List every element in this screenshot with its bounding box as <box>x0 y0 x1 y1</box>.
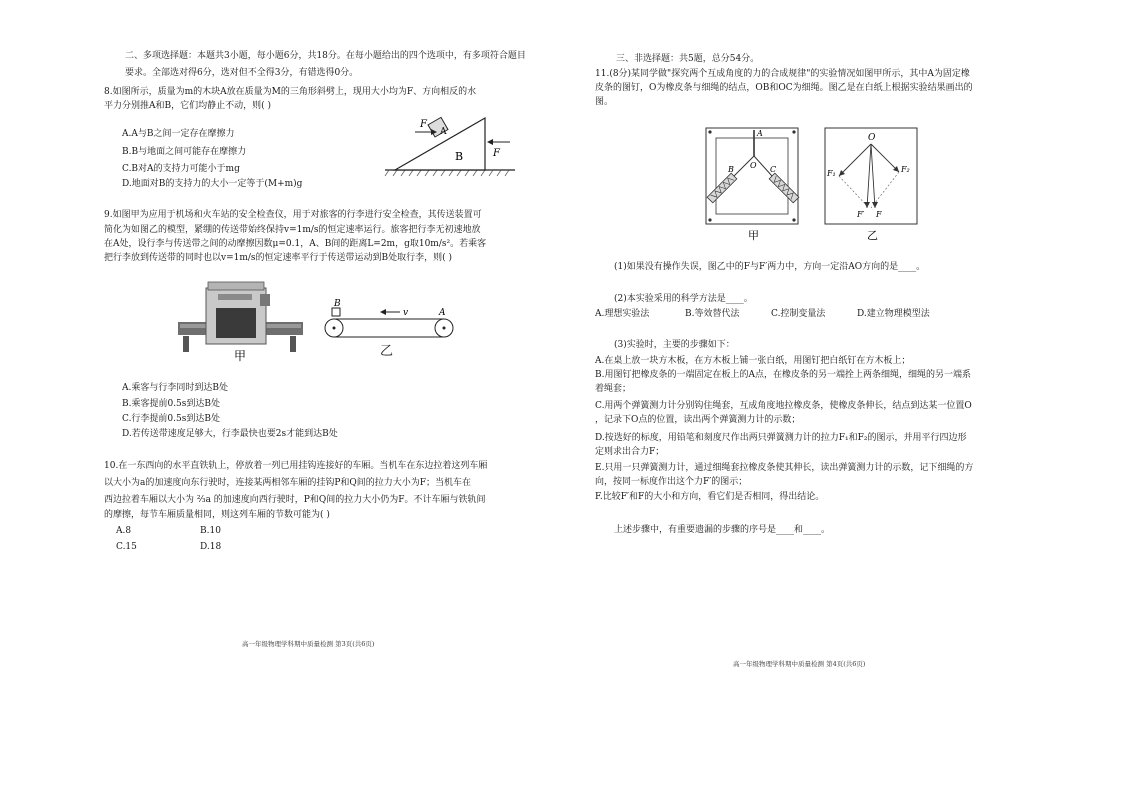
q9-label-a: A <box>439 308 446 318</box>
q11-sub3: (3)实验时，主要的步骤如下： <box>614 340 735 350</box>
q11-yi-label-o: O <box>868 133 876 143</box>
q11-figure-jia <box>706 128 801 240</box>
q11-stem-line-2: 皮条的图钉，O为橡皮条与细绳的结点，OB和OC为细绳。图乙是在白纸上根据实验结果画出的 <box>595 83 973 93</box>
q10-stem-line-1: 10.在一东西向的水平直铁轨上，停放着一列已用挂钩连接好的车厢。当机车在东边拉着这列车厢 <box>104 461 488 471</box>
q8-label-f2: F <box>493 148 500 159</box>
q11-step-e-line-2: 向，按同一标度作出这个力F′的图示； <box>595 477 748 487</box>
q9-conveyor-diagram <box>322 298 462 348</box>
q11-sub2-option-c: C.控制变量法 <box>771 309 826 319</box>
q9-stem-line-3: 在A处，设行李与传送带之间的动摩擦因数μ=0.1，A、B间的距离L=2m，g取10m/s²。若乘客 <box>104 239 487 249</box>
q11-stem-line-1: 11.(8分)某同学做"探究两个互成角度的力的合成规律"的实验情况如图甲所示，其中A为固定橡 <box>595 69 970 79</box>
q11-jia-label-a: A <box>757 129 763 138</box>
q11-jia-label-b: B <box>728 165 734 174</box>
q9-option-d: D.若传送带速度足够大，行李最快也要2s才能到达B处 <box>122 429 338 439</box>
section-header-3: 三、非选择题：共5题，总分54分。 <box>616 54 760 64</box>
q11-yi-label-f: F <box>876 210 882 219</box>
q11-label-yi: 乙 <box>867 229 878 242</box>
q11-sub1: (1)如果没有操作失误，图乙中的F与F′两力中，方向一定沿AO方向的是____。 <box>614 262 926 272</box>
q9-stem-line-1: 9.如图甲为应用于机场和火车站的安全检查仪，用于对旅客的行李进行安全检查，其传送装置可 <box>104 210 482 220</box>
q11-stem-line-3: 图。 <box>595 97 614 107</box>
q11-figure-yi <box>825 128 920 240</box>
q8-label-f1: F <box>420 119 427 130</box>
q10-stem-line-3: 西边拉着车厢以大小为 ⅔a 的加速度向西行驶时，P和Q间的拉力大小仍为F。不计车厢与铁轨间 <box>104 495 486 505</box>
q8-label-b: B <box>455 150 464 163</box>
q11-sub2-option-b: B.等效替代法 <box>685 309 740 319</box>
q11-summary: 上述步骤中，有重要遗漏的步骤的序号是____和____。 <box>614 525 831 535</box>
q10-option-b: B.10 <box>200 526 221 536</box>
section-header-line-1: 二、多项选择题：本题共3小题，每小题6分，共18分。在每小题给出的四个选项中，有多项符合题目 <box>125 51 526 61</box>
left-page-footer: 高一年级物理学科期中质量检测 第3页(共6页) <box>242 640 375 648</box>
q8-option-b: B.B与地面之间可能存在摩擦力 <box>122 147 247 157</box>
right-page <box>561 0 1121 793</box>
q11-step-c-line-2: ，记录下O点的位置，读出两个弹簧测力计的示数； <box>595 415 801 425</box>
q8-stem-line-2: 平力分别推A和B，它们均静止不动，则( ) <box>104 101 271 111</box>
q11-step-d-line-2: 定则求出合力F； <box>595 447 665 457</box>
q10-option-a: A.8 <box>116 526 132 536</box>
q9-label-yi: 乙 <box>380 344 394 359</box>
q11-step-e-line-1: E.只用一只弹簧测力计，通过细绳套拉橡皮条使其伸长，读出弹簧测力计的示数，记下细绳的方 <box>595 463 974 473</box>
q11-jia-label-c: C <box>770 165 777 174</box>
q11-label-jia: 甲 <box>748 229 759 242</box>
q11-step-b-line-1: B.用图钉把橡皮条的一端固定在板上的A点，在橡皮条的另一端拴上两条细绳，细绳的另一端系 <box>595 370 971 380</box>
q11-step-f: F.比较F′和F的大小和方向，看它们是否相同，得出结论。 <box>595 492 825 502</box>
q10-stem-line-4: 的摩擦，每节车厢质量相同，则这列车厢的节数可能为( ) <box>104 510 330 520</box>
q9-option-c: C.行李提前0.5s到达B处 <box>122 414 220 424</box>
q11-yi-label-f1: F₁ <box>827 169 836 178</box>
left-page <box>0 0 560 793</box>
q11-yi-label-f2: F₂ <box>901 165 910 174</box>
q9-label-v: v <box>403 308 409 318</box>
q9-label-jia: 甲 <box>234 349 247 363</box>
q11-sub2-option-d: D.建立物理模型法 <box>857 309 930 319</box>
right-page-footer: 高一年级物理学科期中质量检测 第4页(共6页) <box>733 660 866 668</box>
q9-label-b: B <box>334 299 341 309</box>
q11-step-d-line-1: D.按选好的标度，用铅笔和刻度尺作出两只弹簧测力计的拉力F₁和F₂的图示，并用平行四边形 <box>595 433 967 443</box>
q10-option-d: D.18 <box>200 542 222 552</box>
section-header-line-2: 要求。全部选对得6分，选对但不全得3分，有错选得0分。 <box>125 68 359 78</box>
q11-step-c-line-1: C.用两个弹簧测力计分别钩住绳套，互成角度地拉橡皮条，使橡皮条伸长，结点到达某一位置O <box>595 401 972 411</box>
q11-yi-label-fprime: F′ <box>857 210 865 219</box>
q10-stem-line-2: 以大小为a的加速度向东行驶时，连接某两相邻车厢的挂钩P和Q间的拉力大小为F；当机车在 <box>104 478 472 488</box>
q11-step-b-line-2: 着绳套； <box>595 384 632 394</box>
q8-option-d: D.地面对B的支持力的大小一定等于(M+m)g <box>122 179 303 189</box>
q8-incline-figure <box>385 110 545 185</box>
q11-step-a: A.在桌上放一块方木板，在方木板上铺一张白纸，用图钉把白纸钉在方木板上； <box>595 356 911 366</box>
q8-label-a: A <box>440 127 447 137</box>
q9-stem-line-2: 简化为如图乙的模型，紧绷的传送带始终保持v=1m/s的恒定速率运行。旅客把行李无初速地放 <box>104 225 481 235</box>
q9-stem-line-4: 把行李放到传送带的同时也以v=1m/s的恒定速率平行于传送带运动到B处取行李，则( ) <box>104 253 453 263</box>
q8-option-c: C.B对A的支持力可能小于mg <box>122 164 240 174</box>
q8-stem-line-1: 8.如图所示，质量为m的木块A放在质量为M的三角形斜劈上，现用大小均为F、方向相反的水 <box>104 87 477 97</box>
q10-option-c: C.15 <box>116 542 137 552</box>
q9-option-b: B.乘客提前0.5s到达B处 <box>122 399 221 409</box>
q9-option-a: A.乘客与行李同时到达B处 <box>122 383 228 393</box>
q11-jia-label-o: O <box>750 161 757 170</box>
q11-sub2-option-a: A.理想实验法 <box>595 309 650 319</box>
q9-security-scanner-photo <box>178 280 303 363</box>
q8-option-a: A.A与B之间一定存在摩擦力 <box>122 129 235 139</box>
q11-sub2: (2)本实验采用的科学方法是____。 <box>614 294 753 304</box>
